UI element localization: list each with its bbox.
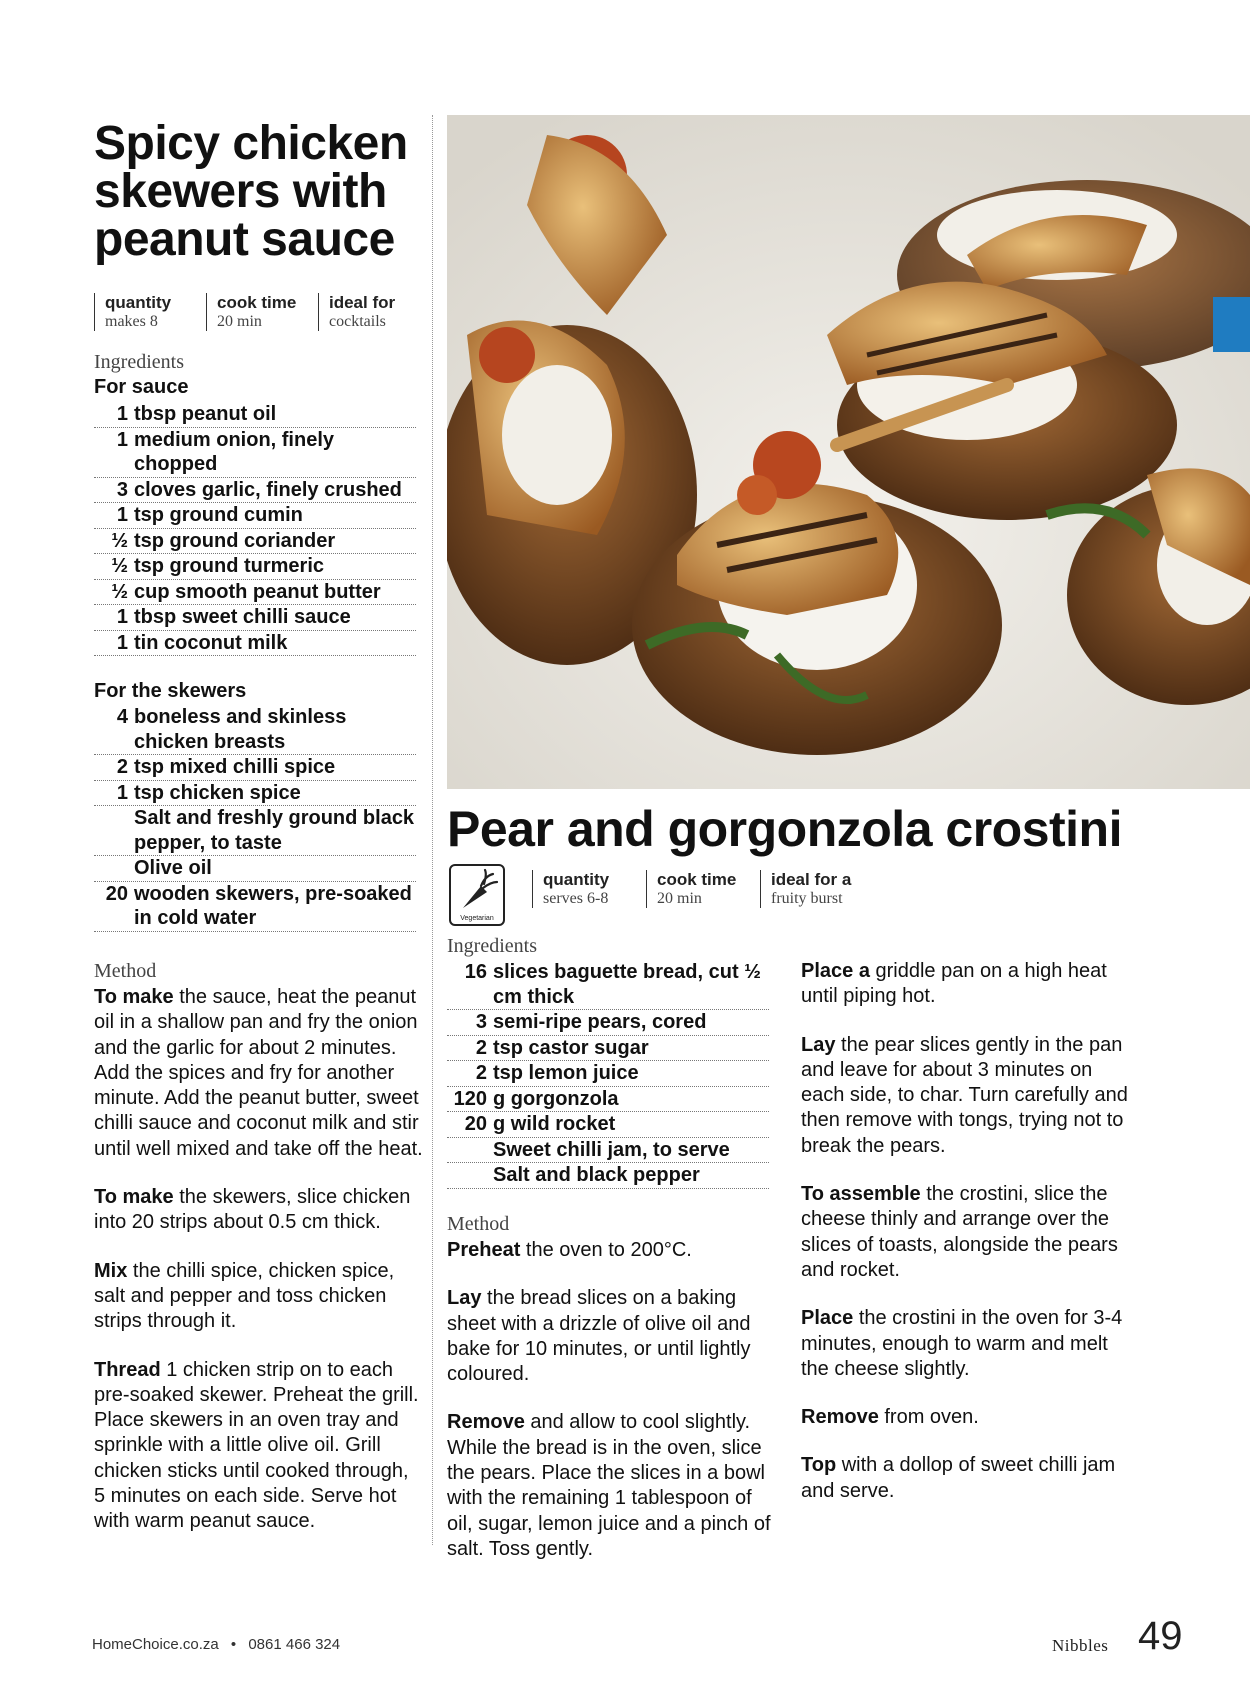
meta-ideal-for: ideal for a fruity burst xyxy=(760,870,880,908)
ingredient-row: 20 g wild rocket xyxy=(447,1112,769,1138)
ingredient-row: 20 wooden skewers, pre-soaked in cold water xyxy=(94,882,416,932)
meta-quantity: quantity makes 8 xyxy=(94,293,206,331)
method-step: Mix the chilli spice, chicken spice, salt and pepper and toss chicken strips through it. xyxy=(94,1259,395,1333)
crostini-ingredient-list xyxy=(447,960,769,1189)
ingredient-row: ½ cup smooth peanut butter xyxy=(94,580,416,606)
ingredient-row: ½ tsp ground coriander xyxy=(94,529,416,555)
skewers-ingredient-list xyxy=(94,705,416,932)
ingredient-row: 2 tsp mixed chilli spice xyxy=(94,755,416,781)
method-step: Place a griddle pan on a high heat until piping hot. xyxy=(801,960,1107,1008)
footer-separator: • xyxy=(230,1636,237,1653)
recipe2-method-right xyxy=(801,959,1131,1504)
vegetarian-icon xyxy=(449,864,505,926)
recipe1-method xyxy=(94,985,424,1535)
recipe2-meta xyxy=(532,870,880,908)
section-tab-marker xyxy=(1213,297,1250,352)
ingredient-row: 1 tbsp sweet chilli sauce xyxy=(94,605,416,631)
ingredient-row: Olive oil xyxy=(94,856,416,882)
meta-cook-time: cook time 20 min xyxy=(646,870,760,908)
recipe1-title: Spicy chicken skewers with peanut sauce xyxy=(94,117,408,266)
ingredient-row: ½ tsp ground turmeric xyxy=(94,554,416,580)
footer-contact xyxy=(92,1636,340,1653)
crostini-photo xyxy=(447,115,1250,789)
ingredient-row: 16 slices baguette bread, cut ½ cm thick xyxy=(447,960,769,1010)
ingredient-row: 1 tbsp peanut oil xyxy=(94,402,416,428)
ingredient-row: Salt and black pepper xyxy=(447,1163,769,1189)
recipe2-title: Pear and gorgonzola crostini xyxy=(447,801,1122,857)
sauce-heading: For sauce xyxy=(94,376,189,398)
method-step: Thread 1 chicken strip on to each pre-soaked skewer. Preheat the grill. Place skewers in an oven tray and sprinkle with a little olive oil. Grill chicken sticks until cooked through, 5 minutes on each side. Serve hot with warm peanut sauce. xyxy=(94,1358,419,1533)
ingredient-row: 1 tsp chicken spice xyxy=(94,781,416,807)
method-step: To make the skewers, slice chicken into 20 strips about 0.5 cm thick. xyxy=(94,1186,411,1234)
ingredient-row: 1 tsp ground cumin xyxy=(94,503,416,529)
vegetarian-label: Vegetarian xyxy=(460,915,494,922)
ingredient-row: 4 boneless and skinless chicken breasts xyxy=(94,705,416,755)
page-number: 49 xyxy=(1138,1614,1183,1658)
method-heading: Method xyxy=(94,960,157,982)
ingredients-heading: Ingredients xyxy=(447,935,537,957)
meta-ideal-for: ideal for cocktails xyxy=(318,293,438,331)
ingredient-row: 2 tsp lemon juice xyxy=(447,1061,769,1087)
method-step: Lay the pear slices gently in the pan and leave for about 3 minutes on each side, to char. Turn carefully and then remove with tongs, trying not to break the pears. xyxy=(801,1033,1128,1157)
recipe2-method-left xyxy=(447,1238,777,1562)
ingredients-heading: Ingredients xyxy=(94,351,184,373)
ingredient-row: 1 medium onion, finely chopped xyxy=(94,428,416,478)
column-divider xyxy=(432,115,433,1545)
meta-cook-time: cook time 20 min xyxy=(206,293,318,331)
method-step: Remove and allow to cool slightly. While the bread is in the oven, slice the pears. Place the slices in a bowl with the remaining 1 tablespoon of oil, sugar, lemon juice and a pinch of salt. Toss gently. xyxy=(447,1411,771,1560)
sauce-ingredient-list xyxy=(94,402,416,656)
method-step: To assemble the crostini, slice the cheese thinly and arrange over the slices of toasts, alongside the pears and rocket. xyxy=(801,1183,1118,1281)
meta-quantity: quantity serves 6-8 xyxy=(532,870,646,908)
ingredient-row: 120 g gorgonzola xyxy=(447,1087,769,1113)
skewers-heading: For the skewers xyxy=(94,680,247,702)
method-step: To make the sauce, heat the peanut oil in a shallow pan and fry the onion and the garlic for about 2 minutes. Add the spices and fry for another minute. Add the peanut butter, sweet chilli sauce and coconut milk and stir until well mixed and take off the heat. xyxy=(94,986,423,1160)
method-step: Preheat the oven to 200°C. xyxy=(447,1239,692,1261)
footer-phone: 0861 466 324 xyxy=(248,1636,341,1653)
crostini-illustration xyxy=(447,115,1250,789)
method-step: Place the crostini in the oven for 3-4 minutes, enough to warm and melt the cheese slightly. xyxy=(801,1307,1123,1380)
footer-site[interactable]: HomeChoice.co.za xyxy=(92,1636,219,1653)
ingredient-row: Salt and freshly ground black pepper, to taste xyxy=(94,806,416,856)
method-step: Top with a dollop of sweet chilli jam and serve. xyxy=(801,1454,1116,1502)
ingredient-row: 2 tsp castor sugar xyxy=(447,1036,769,1062)
ingredient-row: Sweet chilli jam, to serve xyxy=(447,1138,769,1164)
method-heading: Method xyxy=(447,1213,510,1235)
method-step: Remove from oven. xyxy=(801,1406,979,1429)
ingredient-row: 3 cloves garlic, finely crushed xyxy=(94,478,416,504)
ingredient-row: 3 semi-ripe pears, cored xyxy=(447,1010,769,1036)
section-name: Nibbles xyxy=(1052,1636,1109,1655)
recipe1-meta xyxy=(94,293,438,331)
method-step: Lay the bread slices on a baking sheet with a drizzle of olive oil and bake for 10 minutes, or until lightly coloured. xyxy=(447,1287,751,1386)
ingredient-row: 1 tin coconut milk xyxy=(94,631,416,657)
